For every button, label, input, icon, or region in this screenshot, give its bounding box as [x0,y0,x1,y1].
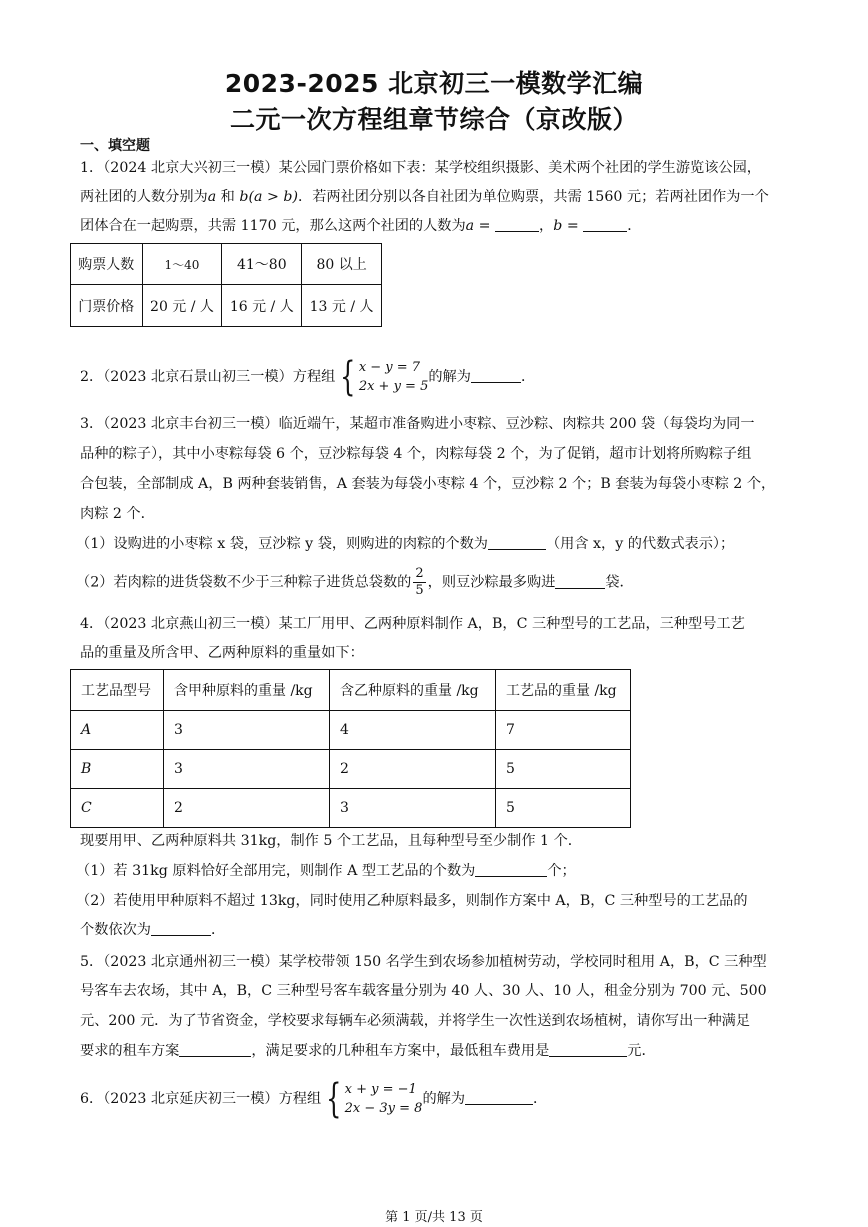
q1-text: = [474,218,496,234]
table-cell: 7 [496,711,631,750]
fraction [413,566,425,599]
q4-text: 个； [547,863,576,879]
answer-blank[interactable] [471,368,521,383]
table-cell: 20 元 / 人 [142,285,222,327]
table-cell: 80 以上 [302,244,382,285]
equation-system: { x + y = −1 2x − 3y = 8 [326,1076,423,1122]
table-cell: 3 [164,711,330,750]
q1-text: = [562,218,584,234]
table-cell: 1～40 [142,244,222,285]
q1-text: ． [627,218,642,234]
answer-blank[interactable] [495,217,539,232]
q6-text: 6．（2023 北京延庆初三一模）方程组 [80,1091,322,1107]
table-cell: 16 元 / 人 [222,285,302,327]
equation-system: { x − y = 7 2x + y = 5 [340,354,429,400]
table-cell: A [71,711,164,750]
q5-text: 元． [627,1043,656,1059]
q2-text: 2．（2023 北京石景山初三一模）方程组 [80,369,336,385]
table-header-cell: 含甲种原料的重量 /kg [164,670,330,711]
table-header-cell: 含乙种原料的重量 /kg [330,670,496,711]
q1-text: ， [539,218,554,234]
q1-var-a: a [465,218,475,234]
q2-line [80,354,536,400]
table-cell: 3 [164,750,330,789]
table-cell: C [71,789,164,828]
page-title: 2023-2025 北京初三一模数学汇编 [224,69,644,98]
q1-var-b: b [553,218,563,234]
equation: 2x + y = 5 [358,379,429,394]
q6-text: ． [533,1091,548,1107]
ticket-price-table [70,243,382,327]
table-cell: 2 [330,750,496,789]
q3-text: （1）设购进的小枣粽 x 袋，豆沙粽 y 袋，则购进的肉粽的个数为 [76,536,488,552]
table-cell: 门票价格 [71,285,143,327]
answer-blank[interactable] [465,1090,533,1105]
equation: x − y = 7 [358,360,421,375]
q1-text: 和 [216,189,240,205]
q1-text: ．若两社团分别以各自社团为单位购票，共需 1560 元；若两社团作为一个 [298,189,769,205]
answer-blank[interactable] [555,574,605,589]
q5-line1: 5．（2023 北京通州初三一模）某学校带领 150 名学生到农场参加植树劳动，学校同时租用 A，B，C 三种型 [80,954,767,970]
table-cell: 5 [496,789,631,828]
equation: x + y = −1 [344,1082,417,1097]
q4-line2: 品的重量及所含甲、乙两种原料的重量如下： [80,645,364,661]
answer-blank[interactable] [151,921,211,936]
answer-blank[interactable] [583,217,627,232]
q5-line4 [80,1040,656,1060]
q5-line2: 号客车去农场，其中 A，B，C 三种型号客车载客量分别为 40 人、30 人、10 人，租金分别为 700 元、500 [80,983,767,999]
q1-var-b: b(a > b) [239,189,298,205]
answer-blank[interactable] [475,862,547,877]
q3-line3: 合包装，全部制成 A，B 两种套装销售，A 套装为每袋小枣粽 4 个，豆沙粽 2 个；B 套装为每袋小枣粽 2 个， [80,476,776,492]
table-cell: 5 [496,750,631,789]
q5-line3: 元、200 元．为了节省资金，学校要求每辆车必须满载，并将学生一次性送到农场植树，请你写出一种满足 [80,1013,751,1029]
answer-blank[interactable] [549,1042,627,1057]
q2-text: ． [520,369,536,385]
q4-part2-cont [80,919,225,939]
q3-text: （用含 x，y 的代数式表示）； [545,536,735,552]
q6-text: 的解为 [422,1091,466,1107]
page-subtitle: 二元一次方程组章节综合（京改版） [229,105,638,134]
table-cell: 购票人数 [71,244,143,285]
q3-line2: 品种的粽子），其中小枣粽每袋 6 个，豆沙粽每袋 4 个，肉粽每袋 2 个，为了促销，超市计划将所购粽子组 [80,446,752,462]
table-cell: B [71,750,164,789]
q1-line3 [80,215,641,235]
q1-line1: 1．（2024 北京大兴初三一模）某公园门票价格如下表：某学校组织摄影、美术两个社团的学生游览该公园， [80,160,761,176]
q3-part1 [76,533,734,553]
table-cell: 3 [330,789,496,828]
q1-var-a: a [207,189,217,205]
q1-text: 团体合在一起购票，共需 1170 元，那么这两个社团的人数为 [80,218,466,234]
fraction-denominator: 5 [415,583,424,598]
answer-blank[interactable] [179,1042,251,1057]
q4-part1 [76,860,576,880]
table-cell: 13 元 / 人 [302,285,382,327]
q4-line1: 4．（2023 北京燕山初三一模）某工厂用甲、乙两种原料制作 A，B，C 三种型号的工艺品，三种型号工艺 [80,616,745,632]
q3-text: （2）若肉粽的进货袋数不少于三种粽子进货总袋数的 [76,574,412,591]
q4-part2: （2）若使用甲种原料不超过 13kg，同时使用乙种原料最多，则制作方案中 A，B，C 三种型号的工艺品的 [76,893,748,909]
q4-text: 个数依次为 [80,922,151,938]
table-cell: 2 [164,789,330,828]
section-heading: 一、填空题 [80,138,150,154]
q3-line1: 3．（2023 北京丰台初三一模）临近端午，某超市准备购进小枣粽、豆沙粽、肉粽共 200 袋（每袋均为同一 [80,416,755,432]
q5-text: ，满足要求的几种租车方案中，最低租车费用是 [251,1043,550,1059]
fraction-numerator: 2 [415,566,424,581]
q4-text: （1）若 31kg 原料恰好全部用完，则制作 A 型工艺品的个数为 [76,863,476,879]
table-header-cell: 工艺品型号 [71,670,164,711]
equation: 2x − 3y = 8 [344,1101,423,1116]
q5-text: 要求的租车方案 [80,1043,180,1059]
table-cell: 41～80 [222,244,302,285]
q3-text: 袋． [605,574,634,591]
craft-weight-table [70,669,631,828]
q3-part2 [76,566,634,599]
q4-line3: 现要用甲、乙两种原料共 31kg，制作 5 个工艺品，且每种型号至少制作 1 个． [80,833,582,849]
table-header-cell: 工艺品的重量 /kg [496,670,631,711]
q4-text: ． [210,922,226,938]
q6-line [80,1076,548,1122]
q3-text: ，则豆沙粽最多购进 [427,574,556,591]
answer-blank[interactable] [488,535,546,550]
page-footer: 第 1 页/共 13 页 [385,1210,483,1225]
table-cell: 4 [330,711,496,750]
q3-line4: 肉粽 2 个． [80,506,155,522]
q1-line2 [80,186,769,206]
q2-text: 的解为 [428,369,471,385]
q1-text: 两社团的人数分别为 [80,189,208,205]
